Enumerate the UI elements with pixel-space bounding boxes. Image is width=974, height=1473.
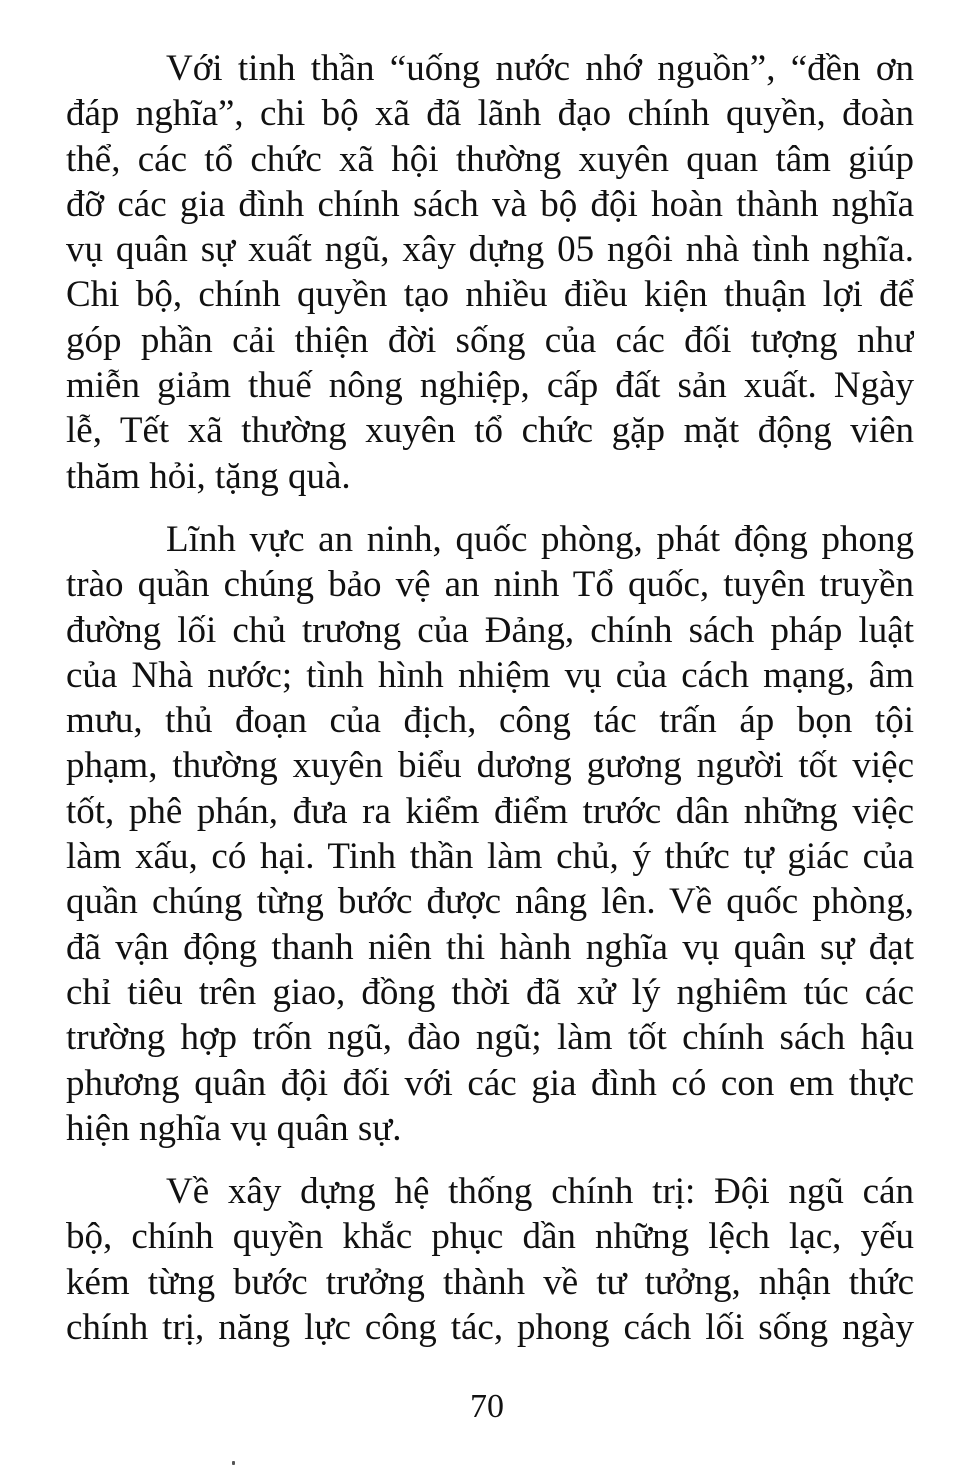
text-line: phương quân đội đối với các gia đình có con em thực: [66, 1062, 914, 1104]
text-line: lễ, Tết xã thường xuyên tổ chức gặp mặt động viên: [66, 410, 914, 452]
text-line: chính trị, năng lực công tác, phong cách lối sống ngày: [66, 1307, 914, 1349]
text-line: trào quần chúng bảo vệ an ninh Tổ quốc, tuyên truyền: [66, 564, 914, 606]
text-line: thăm hỏi, tặng quà.: [66, 455, 351, 497]
text-line: đáp nghĩa”, chi bộ xã đã lãnh đạo chính quyền, đoàn: [66, 93, 914, 135]
text-line: đường lối chủ trương của Đảng, chính sách pháp luật: [66, 609, 914, 651]
text-line: tốt, phê phán, đưa ra kiểm điểm trước dân những việc: [66, 790, 914, 832]
text-line: thể, các tổ chức xã hội thường xuyên quan tâm giúp: [66, 138, 914, 180]
text-line: Chi bộ, chính quyền tạo nhiều điều kiện thuận lợi để: [66, 274, 914, 316]
text-line: bộ, chính quyền khắc phục dần những lệch lạc, yếu: [66, 1216, 914, 1258]
text-line: chỉ tiêu trên giao, đồng thời đã xử lý nghiêm túc các: [66, 971, 914, 1013]
paragraph-gap: [66, 499, 914, 517]
text-line: kém từng bước trưởng thành về tư tưởng, nhận thức: [66, 1261, 914, 1303]
page-number: 70: [470, 1388, 504, 1425]
text-line: trường hợp trốn ngũ, đào ngũ; làm tốt chính sách hậu: [66, 1017, 914, 1059]
body-text: [66, 46, 914, 1350]
text-line: làm xấu, có hại. Tinh thần làm chủ, ý thức tự giác của: [66, 836, 914, 878]
paragraph-1: [66, 46, 914, 499]
text-line: Với tinh thần “uống nước nhớ nguồn”, “đền ơn: [166, 48, 914, 89]
text-line: quần chúng từng bước được nâng lên. Về quốc phòng,: [66, 881, 914, 923]
text-line: miễn giảm thuế nông nghiệp, cấp đất sản xuất. Ngày: [66, 365, 914, 407]
text-line: góp phần cải thiện đời sống của các đối tượng như: [66, 319, 914, 361]
text-line: Lĩnh vực an ninh, quốc phòng, phát động phong: [166, 518, 914, 560]
paragraph-gap: [66, 1151, 914, 1169]
scan-speck: [232, 1461, 235, 1465]
text-line: đỡ các gia đình chính sách và bộ đội hoàn thành nghĩa: [66, 183, 914, 225]
text-line: mưu, thủ đoạn của địch, công tác trấn áp bọn tội: [66, 700, 914, 742]
text-line: của Nhà nước; tình hình nhiệm vụ của cách mạng, âm: [66, 654, 914, 696]
paragraph-2: [66, 517, 914, 1151]
text-line: Về xây dựng hệ thống chính trị: Đội ngũ cán: [166, 1171, 914, 1213]
text-line: hiện nghĩa vụ quân sự.: [66, 1107, 402, 1149]
text-line: phạm, thường xuyên biểu dương gương người tốt việc: [66, 745, 914, 787]
text-line: vụ quân sự xuất ngũ, xây dựng 05 ngôi nhà tình nghĩa.: [66, 229, 914, 271]
paragraph-3: [66, 1169, 914, 1350]
text-line: đã vận động thanh niên thi hành nghĩa vụ quân sự đạt: [66, 926, 914, 968]
